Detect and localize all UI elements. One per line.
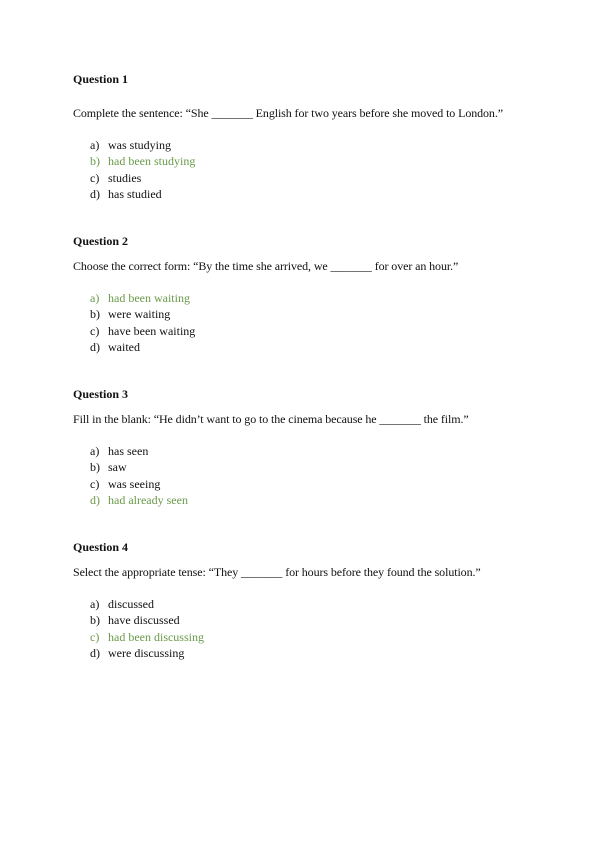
option-text: were waiting — [108, 307, 171, 322]
answer-options — [73, 443, 553, 508]
option-letter: d) — [90, 186, 100, 201]
answer-options — [73, 596, 553, 661]
option-text: discussed — [108, 597, 154, 611]
answer-option-d — [73, 186, 553, 202]
option-letter: b) — [90, 307, 100, 322]
option-letter: b) — [90, 460, 100, 475]
answer-option-c — [73, 476, 553, 492]
answer-option-b — [73, 612, 553, 628]
question-prompt: Select the appropriate tense: “They _______ for hours before they found the solution.” — [73, 565, 481, 579]
option-letter: c) — [90, 476, 100, 491]
option-text: had been discussing — [108, 629, 204, 644]
option-text: were discussing — [108, 645, 185, 660]
question-title: Question 3 — [73, 387, 129, 401]
answer-option-a — [73, 596, 553, 612]
option-text: had already seen — [108, 492, 188, 507]
option-text: has seen — [108, 444, 149, 458]
option-letter: c) — [90, 170, 100, 185]
option-text: has studied — [108, 186, 162, 201]
answer-option-a — [73, 443, 553, 459]
option-text: have discussed — [108, 613, 180, 628]
answer-option-c — [73, 170, 553, 186]
answer-option-b — [73, 153, 553, 169]
option-letter: a) — [90, 597, 100, 611]
answer-option-a — [73, 290, 553, 306]
question-prompt: Fill in the blank: “He didn’t want to go to the cinema because he _______ the film.” — [73, 412, 469, 426]
question-title: Question 1 — [73, 72, 129, 86]
option-letter: a) — [90, 138, 100, 152]
answer-option-c — [73, 323, 553, 339]
option-letter: a) — [90, 444, 100, 458]
answer-option-b — [73, 459, 553, 475]
option-text: studies — [108, 170, 142, 185]
option-letter: c) — [90, 629, 100, 644]
answer-option-d — [73, 339, 553, 355]
option-letter: b) — [90, 154, 100, 169]
option-text: had been studying — [108, 154, 196, 169]
option-letter: c) — [90, 323, 100, 338]
option-letter: d) — [90, 339, 100, 354]
option-text: saw — [108, 460, 127, 475]
question-3 — [73, 387, 553, 508]
answer-option-c — [73, 629, 553, 645]
option-letter: d) — [90, 645, 100, 660]
option-text: have been waiting — [108, 323, 196, 338]
answer-option-b — [73, 306, 553, 322]
question-title: Question 4 — [73, 540, 129, 554]
option-letter: b) — [90, 613, 100, 628]
question-prompt: Complete the sentence: “She _______ English for two years before she moved to London.” — [73, 106, 503, 120]
answer-option-d — [73, 645, 553, 661]
question-4 — [73, 540, 553, 661]
question-title: Question 2 — [73, 234, 129, 248]
option-text: waited — [108, 339, 140, 354]
option-text: was seeing — [108, 476, 161, 491]
answer-options — [73, 137, 553, 202]
answer-option-d — [73, 492, 553, 508]
option-text: was studying — [108, 138, 171, 152]
question-2 — [73, 234, 553, 355]
option-letter: d) — [90, 492, 100, 507]
answer-options — [73, 290, 553, 355]
question-1 — [73, 72, 553, 202]
question-prompt: Choose the correct form: “By the time she arrived, we _______ for over an hour.” — [73, 259, 459, 273]
option-text: had been waiting — [108, 291, 190, 305]
answer-option-a — [73, 137, 553, 153]
option-letter: a) — [90, 291, 100, 305]
